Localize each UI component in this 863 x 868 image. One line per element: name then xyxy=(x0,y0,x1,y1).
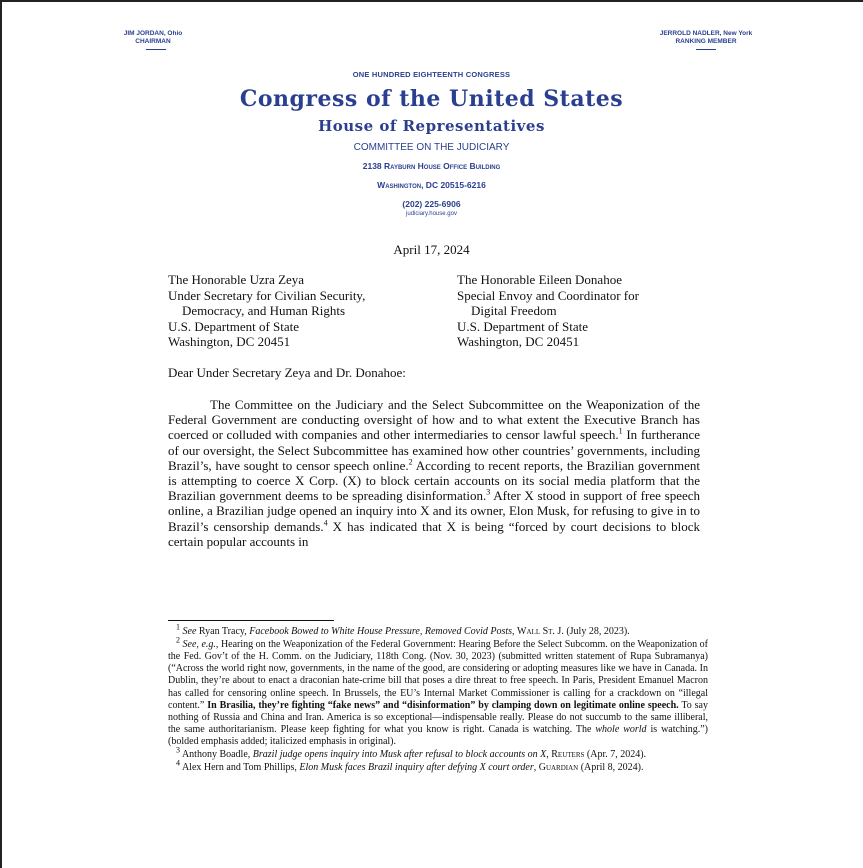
ranking-title: RANKING MEMBER xyxy=(675,38,737,45)
footnote-text: (Apr. 7, 2024). xyxy=(584,749,647,761)
footnote-text: , xyxy=(533,761,539,773)
footnote-number: 4 xyxy=(176,758,180,768)
footnote-separator xyxy=(168,620,334,621)
body-sentence: According to recent reports, the Brazilian government is attempting to coerce X Corp. (X) to block certain accounts on its social media platform that the Brazilian government deems to be spreading disinformation. xyxy=(168,457,700,504)
footnote-text: , xyxy=(512,626,518,637)
footnote-text: is watching.”) (bolded emphasis added; italicized emphasis in original). xyxy=(168,724,709,748)
footnote-title: Brazil judge opens inquiry into Musk after refusal to block accounts on X xyxy=(252,749,547,761)
recipient-right xyxy=(457,272,639,350)
footnote-publication: Guardian xyxy=(538,761,579,773)
footnote-number: 3 xyxy=(176,745,180,755)
chairman-rule xyxy=(146,49,166,50)
recipient-line: Democracy, and Human Rights xyxy=(182,303,346,318)
salutation: Dear Under Secretary Zeya and Dr. Donahoe: xyxy=(168,365,406,380)
footnote-ref[interactable]: 1 xyxy=(618,427,623,437)
letter-date: April 17, 2024 xyxy=(393,242,470,257)
footnote-text: (July 28, 2023). xyxy=(563,626,630,637)
body-sentence: In furtherance of our oversight, the Select Subcommittee has examined how other countries’ governments, including Brazil’s, have sought to censor speech online. xyxy=(168,427,700,473)
committee-name: COMMITTEE ON THE JUDICIARY xyxy=(353,142,510,153)
ranking-block xyxy=(650,30,762,46)
chairman-title: CHAIRMAN xyxy=(135,38,171,45)
footnote-number: 1 xyxy=(176,622,180,632)
recipient-line: Special Envoy and Coordinator for xyxy=(457,287,639,303)
footnote-3 xyxy=(168,745,708,761)
footnote-title: Elon Musk faces Brazil inquiry after defying X court order xyxy=(299,761,534,773)
footnote-2 xyxy=(168,635,709,749)
footnote-1 xyxy=(168,622,708,638)
footnote-text: Alex Hern and Tom Phillips, xyxy=(180,761,300,773)
footnote-text: Ryan Tracy, xyxy=(196,626,250,637)
recipient-line: U.S. Department of State xyxy=(168,318,300,334)
footnote-publication: Wall St. J. xyxy=(517,626,564,637)
footnote-text: Anthony Boadle, xyxy=(180,749,253,761)
footnote-ref[interactable]: 2 xyxy=(408,457,413,467)
phone-number: (202) 225-6906 xyxy=(402,199,461,209)
footnote-title: Facebook Bowed to White House Pressure, Removed Covid Posts xyxy=(249,626,513,637)
body-sentence: The Committee on the Judiciary and the Select Subcommittee on the Weaponization of the Federal Government are conducting oversight of how and to what extent the Executive Branch has coerced or colluded with companies and other intermediaries to censor lawful speech. xyxy=(168,397,700,443)
footnotes xyxy=(168,622,709,774)
body-sentence: After X stood in support of free speech online, a Brazilian judge opened an inquiry into X and its owner, Elon Musk, for refusing to give in to Brazil’s censorship demands. xyxy=(168,488,701,534)
footnote-text: , xyxy=(546,749,552,761)
ranking-name: JERROLD NADLER, New York xyxy=(659,30,753,37)
recipient-line: Washington, DC 20451 xyxy=(457,334,580,349)
recipient-line: U.S. Department of State xyxy=(457,318,589,334)
footnote-italic: whole world xyxy=(595,724,647,736)
recipient-left xyxy=(168,272,365,350)
recipient-line: Washington, DC 20451 xyxy=(168,334,291,349)
recipient-line: Under Secretary for Civilian Security, xyxy=(168,287,366,303)
congress-title: Congress of the United States xyxy=(239,86,624,112)
footnote-bold-quote: In Brasilia, they’re fighting “fake news” and “disinformation” by clamping down on legitimate online speech. xyxy=(207,699,679,711)
footnote-ref[interactable]: 3 xyxy=(486,487,491,497)
recipient-line: The Honorable Eileen Donahoe xyxy=(457,272,622,287)
city-address: Washington, DC 20515-6216 xyxy=(377,180,486,190)
recipient-line: The Honorable Uzra Zeya xyxy=(168,272,305,287)
website: judiciary.house.gov xyxy=(406,211,457,217)
footnote-text: , Hearing on the Weaponization of the Federal Government: Hearing Before the Select Subcomm. on the Weaponization of the Fed. Gov’t of the H. Comm. on the Judiciary, 118th Cong. (Nov. 30, 2023) (submitted written statement of Rupa Subramanya) (“Across the world right now, governments, in the name of the good, are considering or adopting measures like we have in Canada. In Dublin, they’re about to enact a draconian hate-crime bill that poses a dire threat to free speech. In Paris, President Emanuel Macron has called for censoring online speech. In Brussels, the EU’s Internal Market Commissioner is calling for a crackdown on “illegal content.” xyxy=(168,638,709,711)
house-title: House of Representatives xyxy=(318,117,545,135)
page-top-edge xyxy=(0,0,863,2)
building-address: 2138 Rayburn House Office Building xyxy=(362,161,501,171)
body-paragraph xyxy=(168,397,700,549)
footnote-4 xyxy=(168,758,708,774)
recipient-line: Digital Freedom xyxy=(471,303,557,318)
footnote-ref[interactable]: 4 xyxy=(323,518,328,528)
body-sentence: X has indicated that X is being “forced by court decisions to block certain popular accounts in xyxy=(168,518,701,549)
footnote-text: (April 8, 2024). xyxy=(578,761,644,773)
footnote-number: 2 xyxy=(176,635,180,645)
chairman-block xyxy=(112,30,194,46)
footnote-text: To say nothing of Russia and China and Iran. America is so exceptional—indispensable really. Please do not succumb to the same illiberal, the same authoritarianism. Please keep fighting for what you know is right. Canada is watching. The xyxy=(168,699,708,736)
congress-label: ONE HUNDRED EIGHTEENTH CONGRESS xyxy=(352,70,511,79)
footnote-publication: Reuters xyxy=(551,749,585,761)
footnote-signal: See, e.g. xyxy=(182,638,216,650)
chairman-name: JIM JORDAN, Ohio xyxy=(123,30,183,37)
ranking-rule xyxy=(696,49,716,50)
footnote-signal: See xyxy=(182,626,197,637)
